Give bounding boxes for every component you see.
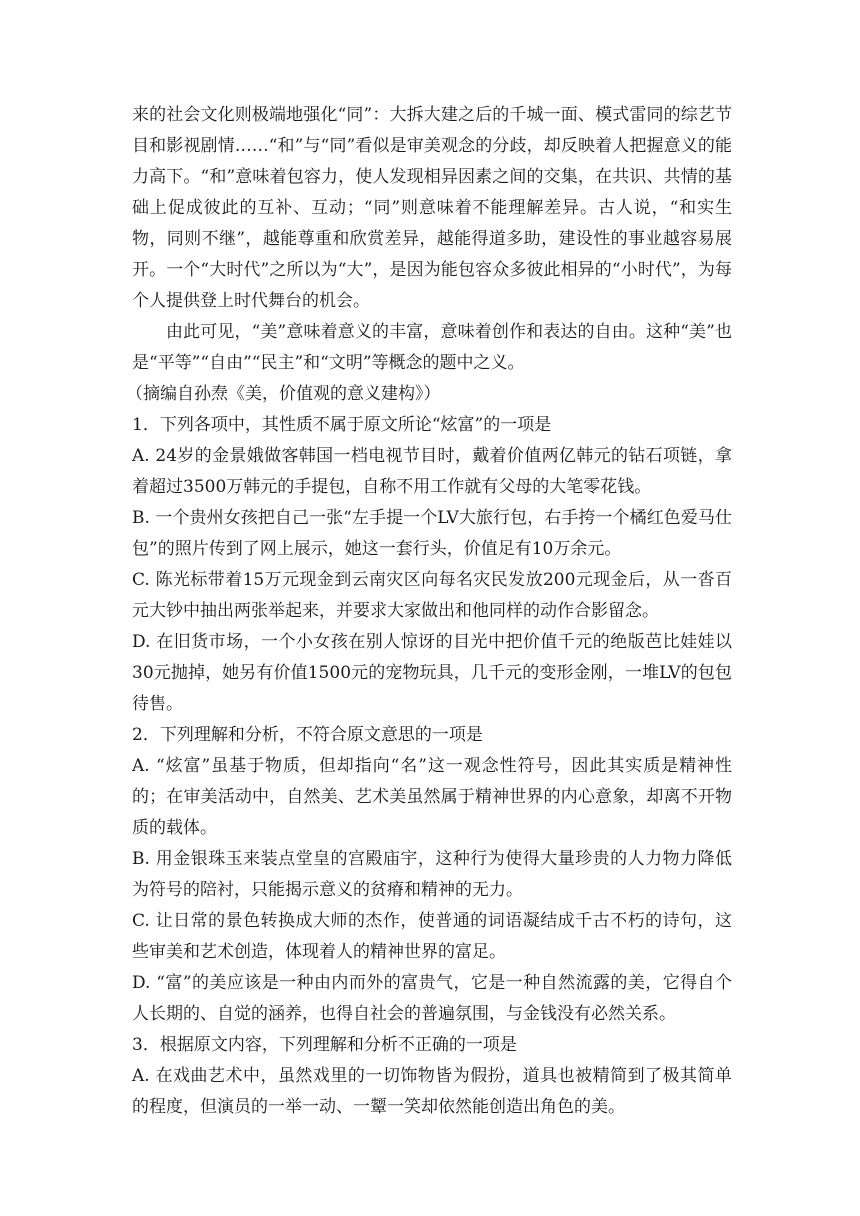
- question-option: A. 24岁的金景娥做客韩国一档电视节目时，戴着价值两亿韩元的钻石项链，拿着超过3500万韩元的手提包，自称不用工作就有父母的大笔零花钱。: [132, 446, 732, 497]
- question-option: B. 用金银珠玉来装点堂皇的宫殿庙宇，这种行为使得大量珍贵的人力物力降低为符号的陪衬，只能揭示意义的贫瘠和精神的无力。: [132, 849, 732, 900]
- source-citation: （摘编自孙焘《美，价值观的意义建构》）: [126, 384, 441, 404]
- question-stem: 3．根据原文内容，下列理解和分析不正确的一项是: [132, 1035, 517, 1055]
- question-stem: 1．下列各项中，其性质不属于原文所论“炫富”的一项是: [132, 415, 552, 435]
- question-stem: 2．下列理解和分析，不符合原文意思的一项是: [132, 725, 483, 745]
- question-option: D. 在旧货市场，一个小女孩在别人惊讶的目光中把价值千元的绝版芭比娃娃以30元抛掉，她另有价值1500元的宠物玩具，几千元的变形金刚，一堆LV的包包待售。: [132, 632, 732, 714]
- question-option: A. “炫富”虽基于物质，但却指向“名”这一观念性符号，因此其实质是精神性的；在审美活动中，自然美、艺术美虽然属于精神世界的内心意象，却离不开物质的载体。: [132, 756, 732, 838]
- question-option: B. 一个贵州女孩把自己一张“左手提一个LV大旅行包，右手挎一个橘红色爱马仕包”的照片传到了网上展示，她这一套行头，价值足有10万余元。: [132, 508, 732, 559]
- passage-paragraph: 由此可见，“美”意味着意义的丰富，意味着创作和表达的自由。这种“美”也是“平等”“自由”“民主”和“文明”等概念的题中之义。: [132, 322, 732, 373]
- question-option: C. 陈光标带着15万元现金到云南灾区向每名灾民发放200元现金后，从一沓百元大钞中抽出两张举起来，并要求大家做出和他同样的动作合影留念。: [132, 570, 732, 621]
- question-option: A. 在戏曲艺术中，虽然戏里的一切饰物皆为假扮，道具也被精简到了极其简单的程度，但演员的一举一动、一颦一笑却依然能创造出角色的美。: [132, 1066, 732, 1117]
- passage-paragraph: 来的社会文化则极端地强化“同”：大拆大建之后的千城一面、模式雷同的综艺节目和影视剧情……“和”与“同”看似是审美观念的分歧，却反映着人把握意义的能力高下。“和”意味着包容力，使人发现相异因素之间的交集，在共识、共情的基础上促成彼此的互补、互动；“同”则意味着不能理解差异。古人说，“和实生物，同则不继”，越能尊重和欣赏差异，越能得道多助，建设性的事业越容易展开。一个“大时代”之所以为“大”，是因为能包容众多彼此相异的“小时代”，为每个人提供登上时代舞台的机会。: [132, 105, 732, 311]
- question-option: D. “富”的美应该是一种由内而外的富贵气，它是一种自然流露的美，它得自个人长期的、自觉的涵养，也得自社会的普遍氛围，与金钱没有必然关系。: [132, 973, 732, 1024]
- document-page: [126, 100, 732, 1123]
- question-option: C. 让日常的景色转换成大师的杰作，使普通的词语凝结成千古不朽的诗句，这些审美和艺术创造，体现着人的精神世界的富足。: [132, 911, 732, 962]
